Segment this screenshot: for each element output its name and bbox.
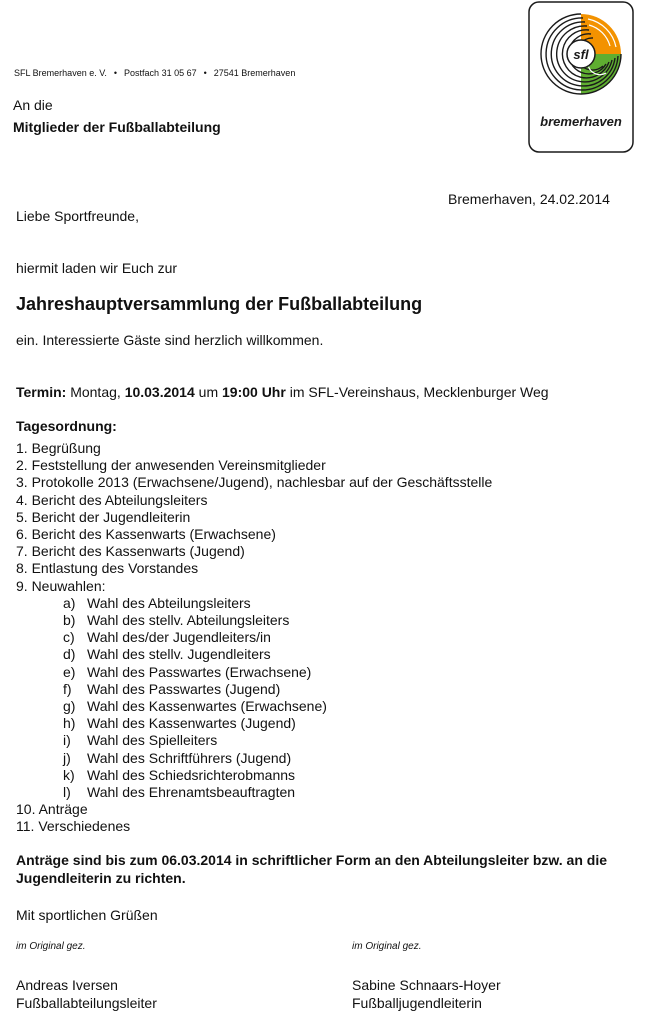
election-letter: j) xyxy=(63,749,71,766)
election-letter: k) xyxy=(63,766,75,783)
election-letter: g) xyxy=(63,698,76,715)
logo-name: bremerhaven xyxy=(540,114,622,129)
sfl-logo-graphic xyxy=(528,1,634,153)
agenda-item: 9. Neuwahlen: xyxy=(16,577,106,594)
agenda-item: 2. Feststellung der anwesenden Vereinsmitglieder xyxy=(16,457,326,474)
election-item xyxy=(63,629,492,646)
election-item xyxy=(63,612,492,629)
intro-text: hiermit laden wir Euch zur xyxy=(16,260,178,276)
signature-block xyxy=(16,941,157,1012)
agenda-item: 3. Protokolle 2013 (Erwachsene/Jugend), nachlesbar auf der Geschäftsstelle xyxy=(16,474,493,491)
election-letter: i) xyxy=(63,732,71,749)
election-sublist xyxy=(16,595,492,801)
signatory-role: Fußballjugendleiterin xyxy=(352,995,482,1011)
agenda-item: 8. Entlastung des Vorstandes xyxy=(16,560,199,577)
election-letter: e) xyxy=(63,663,76,680)
sfl-logo xyxy=(528,1,634,153)
election-text: Wahl des Ehrenamtsbeauftragten xyxy=(87,784,296,801)
sender-line xyxy=(14,68,295,78)
election-letter: b) xyxy=(63,612,76,629)
agenda-item: 11. Verschiedenes xyxy=(16,818,131,835)
election-text: Wahl des Passwartes (Erwachsene) xyxy=(87,663,312,680)
election-letter: c) xyxy=(63,629,75,646)
agenda-heading: Tagesordnung: xyxy=(16,418,117,434)
letter-date: Bremerhaven, 24.02.2014 xyxy=(448,191,610,207)
greeting: Liebe Sportfreunde, xyxy=(16,208,139,224)
signature-note: im Original gez. xyxy=(352,941,422,952)
election-text: Wahl des/der Jugendleiters/in xyxy=(87,629,271,646)
election-text: Wahl des Kassenwartes (Jugend) xyxy=(87,715,296,732)
agenda-item: 6. Bericht des Kassenwarts (Erwachsene) xyxy=(16,526,276,543)
meeting-title: Jahreshauptversammlung der Fußballabteilung xyxy=(16,294,423,314)
logo-badge-text: sfl xyxy=(573,47,589,62)
separator-dot: • xyxy=(113,68,118,78)
election-text: Wahl des Kassenwartes (Erwachsene) xyxy=(87,698,327,715)
termin-date: 10.03.2014 xyxy=(124,384,195,400)
closing: Mit sportlichen Grüßen xyxy=(16,907,158,923)
termin-place: im SFL-Vereinshaus, Mecklenburger Weg xyxy=(285,384,549,400)
welcome-text: ein. Interessierte Gäste sind herzlich willkommen. xyxy=(16,332,324,348)
election-item xyxy=(63,784,492,801)
election-letter: f) xyxy=(63,680,72,697)
agenda-item: 10. Anträge xyxy=(16,801,88,818)
termin-line xyxy=(16,384,549,400)
election-item xyxy=(63,681,492,698)
sender-po-box: Postfach 31 05 67 xyxy=(124,68,197,78)
election-text: Wahl des stellv. Jugendleiters xyxy=(87,646,271,663)
election-letter: a) xyxy=(63,594,76,611)
signatory-role: Fußballabteilungsleiter xyxy=(16,995,157,1011)
election-text: Wahl des Schiedsrichterobmanns xyxy=(87,766,296,783)
election-item xyxy=(63,732,492,749)
agenda-list xyxy=(16,440,492,836)
deadline-notice: Anträge sind bis zum 06.03.2014 in schriftlicher Form an den Abteilungsleiter bzw. an die Jugendleiterin zu richten. xyxy=(16,852,607,886)
election-item xyxy=(63,595,492,612)
signatory-name: Andreas Iversen xyxy=(16,977,118,993)
signature-block xyxy=(352,941,501,1012)
termin-weekday: Montag, xyxy=(66,384,125,400)
election-item xyxy=(63,750,492,767)
election-text: Wahl des Spielleiters xyxy=(87,732,218,749)
election-letter: d) xyxy=(63,646,76,663)
agenda-item: 5. Bericht der Jugendleiterin xyxy=(16,508,191,525)
termin-time: 19:00 Uhr xyxy=(222,384,286,400)
election-text: Wahl des Passwartes (Jugend) xyxy=(87,680,281,697)
termin-label: Termin: xyxy=(16,384,67,400)
agenda-item: 7. Bericht des Kassenwarts (Jugend) xyxy=(16,543,245,560)
election-item xyxy=(63,715,492,732)
election-letter: h) xyxy=(63,715,76,732)
election-item xyxy=(63,664,492,681)
recipient-line-1: An die xyxy=(13,97,53,113)
sender-city: 27541 Bremerhaven xyxy=(213,68,296,78)
signatory-name: Sabine Schnaars-Hoyer xyxy=(352,977,501,993)
election-text: Wahl des Abteilungsleiters xyxy=(87,594,251,611)
agenda-sublist-wrapper xyxy=(16,595,492,801)
election-letter: l) xyxy=(63,784,71,801)
sender-org: SFL Bremerhaven e. V. xyxy=(14,68,107,78)
election-text: Wahl des stellv. Abteilungsleiters xyxy=(87,612,290,629)
separator-dot: • xyxy=(203,68,207,78)
signature-note: im Original gez. xyxy=(16,941,86,952)
termin-um: um xyxy=(194,384,222,400)
election-item xyxy=(63,698,492,715)
agenda-item: 1. Begrüßung xyxy=(16,440,101,456)
election-item xyxy=(63,646,492,663)
recipient-line-2: Mitglieder der Fußballabteilung xyxy=(13,119,221,135)
election-text: Wahl des Schriftführers (Jugend) xyxy=(87,749,292,766)
election-item xyxy=(63,767,492,784)
agenda-item: 4. Bericht des Abteilungsleiters xyxy=(16,491,208,508)
